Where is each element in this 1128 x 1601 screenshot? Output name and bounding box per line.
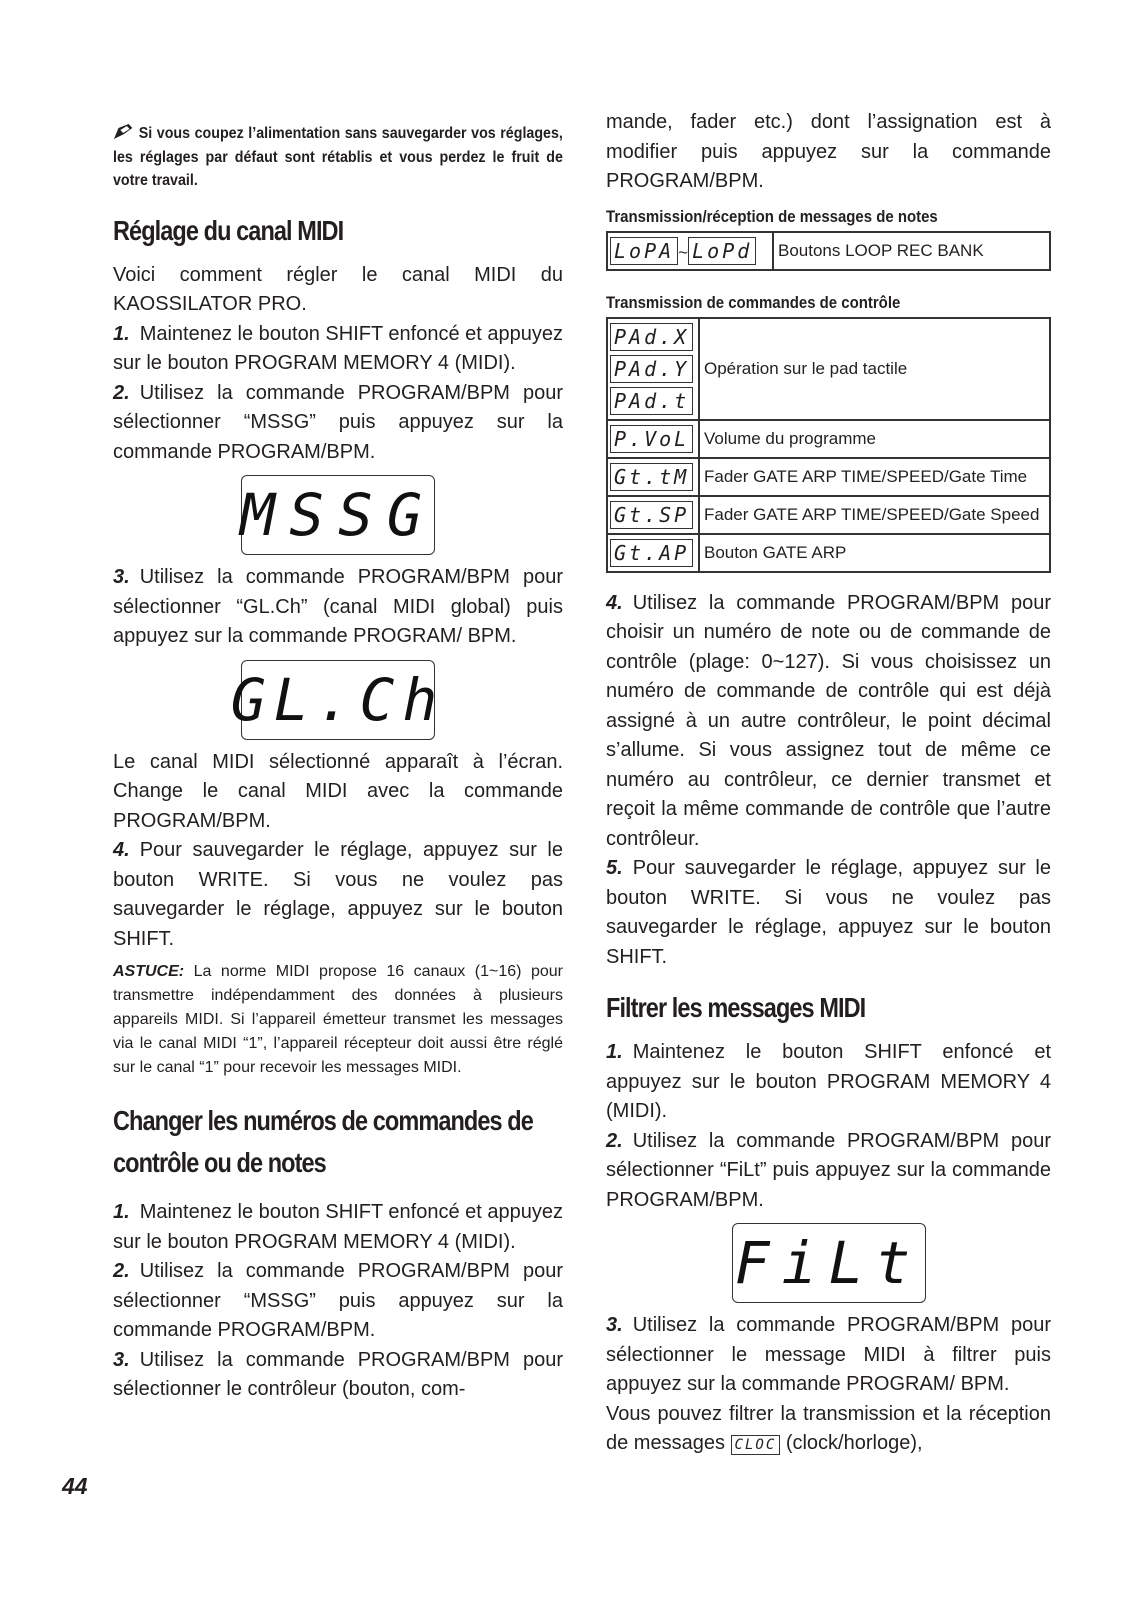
tip-label: ASTUCE: xyxy=(113,963,185,980)
table-row xyxy=(607,420,1050,458)
table-cell-desc: Opération sur le pad tactile xyxy=(699,318,1050,420)
table-row xyxy=(607,496,1050,534)
note-text: Si vous coupez l’alimentation sans sauvegarder vos réglages, les réglages par défaut sont rétablis et vous perdez le fruit de votre travail. xyxy=(113,125,563,189)
step-1: 1. Maintenez le bouton SHIFT enfoncé et appuyez sur le bouton PROGRAM MEMORY 4 (MIDI). xyxy=(113,322,563,374)
s2-step-1: 1. Maintenez le bouton SHIFT enfoncé et appuyez sur le bouton PROGRAM MEMORY 4 (MIDI). xyxy=(113,1201,563,1253)
lcd-display-glch: GL.Ch xyxy=(241,660,435,740)
intro-text: Voici comment régler le canal MIDI du KAOSSILATOR PRO. xyxy=(113,263,563,315)
tip-paragraph xyxy=(113,960,563,1080)
cc-table-title: Transmission de commandes de contrôle xyxy=(606,292,901,312)
table-cell-code: Gt.tM xyxy=(607,458,699,496)
table-row xyxy=(607,232,1050,270)
table-cell-desc: Fader GATE ARP TIME/SPEED/Gate Speed xyxy=(699,496,1050,534)
section-title-change-numbers: Changer les numéros de commandes de contrôle ou de notes xyxy=(113,1105,533,1178)
s3-step-1: 1. Maintenez le bouton SHIFT enfoncé et appuyez sur le bouton PROGRAM MEMORY 4 (MIDI). xyxy=(606,1041,1051,1122)
lcd-display-filt: FiLt xyxy=(732,1223,926,1303)
table-cell-desc: Fader GATE ARP TIME/SPEED/Gate Time xyxy=(699,458,1050,496)
cc-table xyxy=(606,317,1051,573)
table-cell-code: LoPA ~ LoPd xyxy=(607,232,773,270)
table-row xyxy=(607,458,1050,496)
right-column xyxy=(606,108,1051,1459)
s3-step-3: 3. Utilisez la commande PROGRAM/BPM pour sélectionner le message MIDI à filtrer puis appuyez sur la commande PROGRAM/ BPM. xyxy=(606,1314,1051,1395)
tip-text: La norme MIDI propose 16 canaux (1~16) pour transmettre indépendamment des données à plusieurs appareils MIDI. Si l’appareil émetteur transmet les messages via le canal MIDI “1”, l’appareil récepteur doit aussi être réglé sur le canal “1” pour recevoir les messages MIDI. xyxy=(113,963,564,1076)
continued-text: mande, fader etc.) dont l’assignation est à modifier puis appuyez sur la commande PROGRAM/BPM. xyxy=(606,111,1051,192)
step-2: 2. Utilisez la commande PROGRAM/BPM pour sélectionner “MSSG” puis appuyez sur la commande PROGRAM/BPM. xyxy=(113,381,563,463)
s2-step-3: 3. Utilisez la commande PROGRAM/BPM pour sélectionner le contrôleur (bouton, com- xyxy=(113,1348,563,1400)
filter-last-text: Vous pouvez filtrer la transmission et la réception de messages CLOC (clock/horloge), xyxy=(606,1402,1051,1454)
section-title-midi-channel: Réglage du canal MIDI xyxy=(113,214,344,246)
note-paragraph xyxy=(113,122,563,193)
lcd-display-mssg: MSSG xyxy=(241,475,435,555)
step-3: 3. Utilisez la commande PROGRAM/BPM pour sélectionner “GL.Ch” (canal MIDI global) puis appuyez sur la commande PROGRAM/ BPM. xyxy=(113,566,563,647)
table-cell-code: PAd.X PAd.Y PAd.t xyxy=(607,318,699,420)
table-row xyxy=(607,318,1050,420)
table-row xyxy=(607,534,1050,572)
table-cell-desc: Boutons LOOP REC BANK xyxy=(773,232,1050,270)
table-cell-desc: Bouton GATE ARP xyxy=(699,534,1050,572)
pencil-note-icon xyxy=(113,122,133,140)
channel-display-text: Le canal MIDI sélectionné apparaît à l’écran. Change le canal MIDI avec la commande PROGRAM/BPM. xyxy=(113,750,563,832)
page-number: 44 xyxy=(62,1473,88,1499)
s2-step-2: 2. Utilisez la commande PROGRAM/BPM pour sélectionner “MSSG” puis appuyez sur la commande PROGRAM/BPM. xyxy=(113,1260,563,1341)
r-step-5: 5. Pour sauvegarder le réglage, appuyez sur le bouton WRITE. Si vous ne voulez pas sauvegarder le réglage, appuyez sur le bouton SHIFT. xyxy=(606,857,1051,968)
step-4: 4. Pour sauvegarder le réglage, appuyez sur le bouton WRITE. Si vous ne voulez pas sauvegarder le réglage, appuyez sur le bouton SHIFT. xyxy=(113,839,563,950)
left-column xyxy=(113,108,563,1405)
clock-code: CLOC xyxy=(731,1435,781,1455)
note-messages-table-title: Transmission/réception de messages de notes xyxy=(606,206,938,226)
r-step-4: 4. Utilisez la commande PROGRAM/BPM pour choisir un numéro de note ou de commande de contrôle (plage: 0~127). Si vous choisissez un numéro de commande de contrôle qui est déjà assigné à un autre contrôleur, le point décimal s’allume. Si vous assignez tout de même ce numéro au contrôleur, ce dernier transmet et reçoit la même commande de contrôle que l’autre contrôleur. xyxy=(606,591,1051,850)
table-cell-desc: Volume du programme xyxy=(699,420,1050,458)
note-messages-table xyxy=(606,231,1051,271)
section-title-filter: Filtrer les messages MIDI xyxy=(606,992,866,1023)
table-cell-code: Gt.AP xyxy=(607,534,699,572)
table-cell-code: P.VoL xyxy=(607,420,699,458)
table-cell-code: Gt.SP xyxy=(607,496,699,534)
s3-step-2: 2. Utilisez la commande PROGRAM/BPM pour sélectionner “FiLt” puis appuyez sur la commande PROGRAM/BPM. xyxy=(606,1129,1051,1211)
